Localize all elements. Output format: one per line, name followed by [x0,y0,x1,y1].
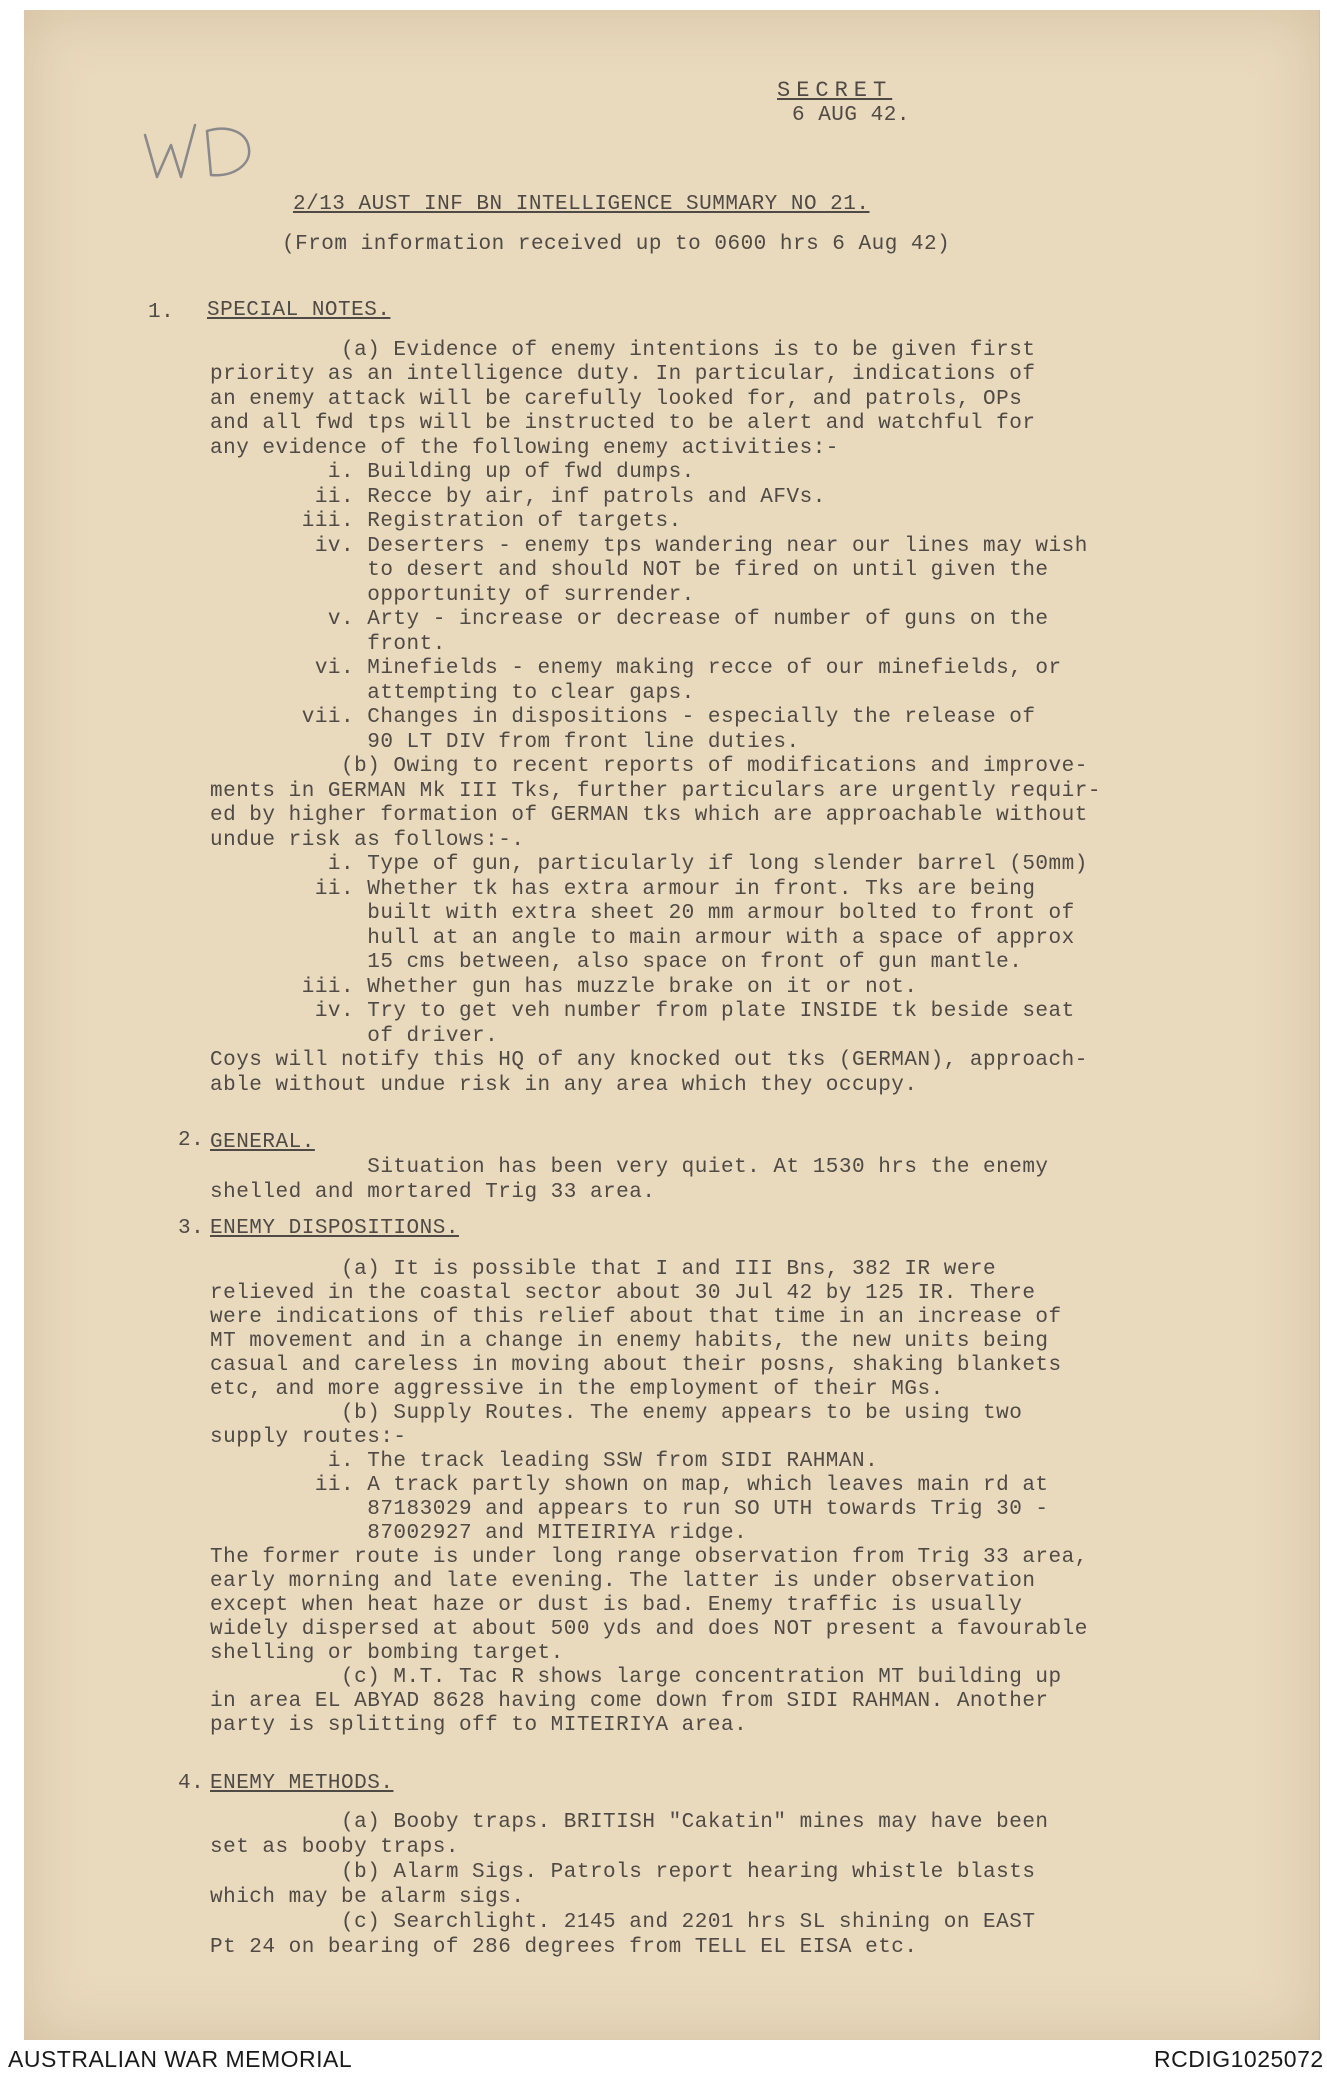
section-2-heading: GENERAL. [210,1131,315,1154]
section-2-number: 2. [178,1129,205,1152]
section-1-number: 1. [148,301,175,324]
section-3-heading: ENEMY DISPOSITIONS. [210,1217,459,1240]
document-date: 6 AUG 42. [792,104,910,127]
section-4-heading: ENEMY METHODS. [210,1772,394,1795]
document-title: 2/13 AUST INF BN INTELLIGENCE SUMMARY NO 21. [293,193,870,216]
document-subtitle: (From information received up to 0600 hrs 6 Aug 42) [282,233,951,256]
footer-id: RCDIG1025072 [1154,2046,1324,2072]
classification-label: SECRET [777,78,893,103]
section-1-body: (a) Evidence of enemy intentions is to be given first priority as an intelligence duty. In particular, indications of an enemy attack will be carefully looked for, and patrols, OPs and all fwd tps will be instructed to be alert and watchful for any evidence of the following enemy activities:- i. Building up of fwd dumps. ii. Recce by air, inf patrols and AFVs. iii. Registration of targets. iv. Deserters - enemy tps wandering near our lines may wish to desert and should NOT be fired on until given the opportunity of surrender. v. Arty - increase or decrease of number of guns on the front. vi. Minefields - enemy making recce of our minefields, or attempting to clear gaps. vii. Changes in dispositions - especially the release of 90 LT DIV from front line duties. (b) Owing to recent reports of modifications and improve- ments in GERMAN Mk III Tks, further particulars are urgently requir- ed by higher formation of GERMAN tks which are approachable without undue risk as follows:-. i. Type of gun, particularly if long slender barrel (50mm) ii. Whether tk has extra armour in front. Tks are being built with extra sheet 20 mm armour bolted to front of hull at an angle to main armour with a space of approx 15 cms between, also space on front of gun mantle. iii. Whether gun has muzzle brake on it or not. iv. Try to get veh number from plate INSIDE tk beside seat of driver. Coys will notify this HQ of any knocked out tks (GERMAN), approach- able without undue risk in any area which they occupy. [210,338,1101,1097]
section-3-number: 3. [178,1217,205,1240]
section-2-body: Situation has been very quiet. At 1530 hrs the enemy shelled and mortared Trig 33 area. [210,1156,1049,1204]
footer-source: AUSTRALIAN WAR MEMORIAL [8,2046,353,2072]
section-4-body: (a) Booby traps. BRITISH "Cakatin" mines may have been set as booby traps. (b) Alarm Sigs. Patrols report hearing whistle blasts which may be alarm sigs. (c) Searchlight. 2145 and 2201 hrs SL shining on EAST Pt 24 on bearing of 286 degrees from TELL EL EISA etc. [210,1811,1049,1959]
section-4-number: 4. [178,1772,205,1795]
section-3-body: (a) It is possible that I and III Bns, 382 IR were relieved in the coastal sector about 30 Jul 42 by 125 IR. There were indications of this relief about that time in an increase of MT movement and in a change in enemy habits, the new units being casual and careless in moving about their posns, shaking blankets etc, and more aggressive in the employment of their MGs. (b) Supply Routes. The enemy appears to be using two supply routes:- i. The track leading SSW from SIDI RAHMAN. ii. A track partly shown on map, which leaves main rd at 87183029 and appears to run SO UTH towards Trig 30 - 87002927 and MITEIRIYA ridge. The former route is under long range observation from Trig 33 area, early morning and late evening. The latter is under observation except when heat haze or dust is bad. Enemy traffic is usually widely dispersed at about 500 yds and does NOT present a favourable shelling or bombing target. (c) M.T. Tac R shows large concentration MT building up in area EL ABYAD 8628 having come down from SIDI RAHMAN. Another party is splitting off to MITEIRIYA area. [210,1258,1088,1737]
handwritten-wd-mark [141,117,257,183]
section-1-heading: SPECIAL NOTES. [207,299,391,322]
